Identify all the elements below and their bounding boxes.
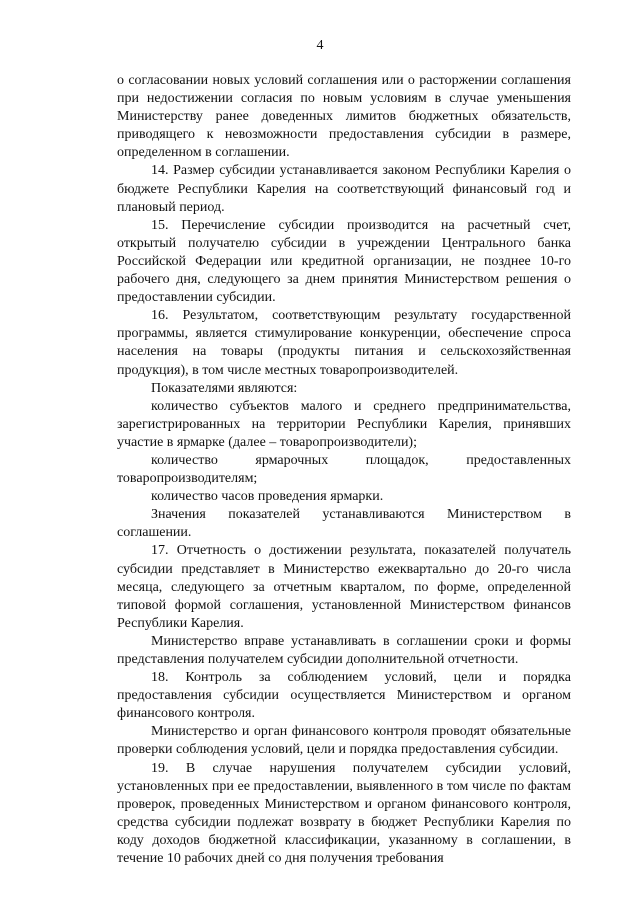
paragraph-indicator-values: Значения показателей устанавливаются Министерством в соглашении. bbox=[117, 507, 571, 541]
paragraph-continuation: о согласовании новых условий соглашения или о расторжении соглашения при недостижении согласия по новым условиям в случае уменьшения Министерству ранее доведенных лимитов бюджетных обязательств, приводящего к невозможности предоставления субсидии в размере, определенном в соглашении. bbox=[117, 73, 571, 161]
page-number: 4 bbox=[316, 38, 324, 53]
paragraph-indicator-entrepreneurs: количество субъектов малого и среднего предпринимательства, зарегистрированных на территории Республики Карелия, принявших участие в ярмарке (далее – товаропроизводители); bbox=[117, 398, 571, 450]
paragraph-19: 19. В случае нарушения получателем субсидии условий, установленных при ее предоставлении, выявленного в том числе по фактам проверок, проведенных Министерством и органом финансового контроля, средства субсидии подлежат возврату в бюджет Республики Карелия по коду доходов бюджетной классификации, указанному в соглашении, в течение 10 рабочих дней со дня получения требования bbox=[117, 760, 571, 867]
document-body bbox=[117, 72, 571, 868]
paragraph-17: 17. Отчетность о достижении результата, показателей получатель субсидии представляет в Министерство ежеквартально до 20-го числа месяца, следующего за отчетным кварталом, по форме, определенной типовой формой соглашения, установленной Министерством финансов Республики Карелия. bbox=[117, 543, 571, 631]
paragraph-mandatory-checks: Министерство и орган финансового контроля проводят обязательные проверки соблюдения условий, цели и порядка предоставления субсидии. bbox=[117, 724, 571, 758]
paragraph-15: 15. Перечисление субсидии производится на расчетный счет, открытый получателю субсидии в учреждении Центрального банка Российской Федерации или кредитной организации, не позднее 10-го рабочего дня, следующего за днем принятия Министерством решения о предоставлении субсидии. bbox=[117, 217, 571, 306]
paragraph-18: 18. Контроль за соблюдением условий, цели и порядка предоставления субсидии осуществляется Министерством и органом финансового контроля. bbox=[117, 670, 571, 722]
paragraph-additional-reporting: Министерство вправе устанавливать в соглашении сроки и формы представления получателем субсидии дополнительной отчетности. bbox=[117, 633, 571, 667]
paragraph-16: 16. Результатом, соответствующим результату государственной программы, является стимулирование конкуренции, обеспечение спроса населения на товары (продукты питания и сельскохозяйственная продукция), в том числе местных товаропроизводителей. bbox=[117, 308, 571, 378]
paragraph-14: 14. Размер субсидии устанавливается законом Республики Карелия о бюджете Республики Карелия на соответствующий финансовый год и плановый период. bbox=[117, 163, 571, 215]
paragraph-indicator-fair-places: количество ярмарочных площадок, предоставленных товаропроизводителям; bbox=[117, 452, 571, 487]
paragraph-indicators-heading: Показателями являются: bbox=[151, 380, 298, 396]
paragraph-indicator-fair-hours: количество часов проведения ярмарки. bbox=[151, 489, 384, 505]
